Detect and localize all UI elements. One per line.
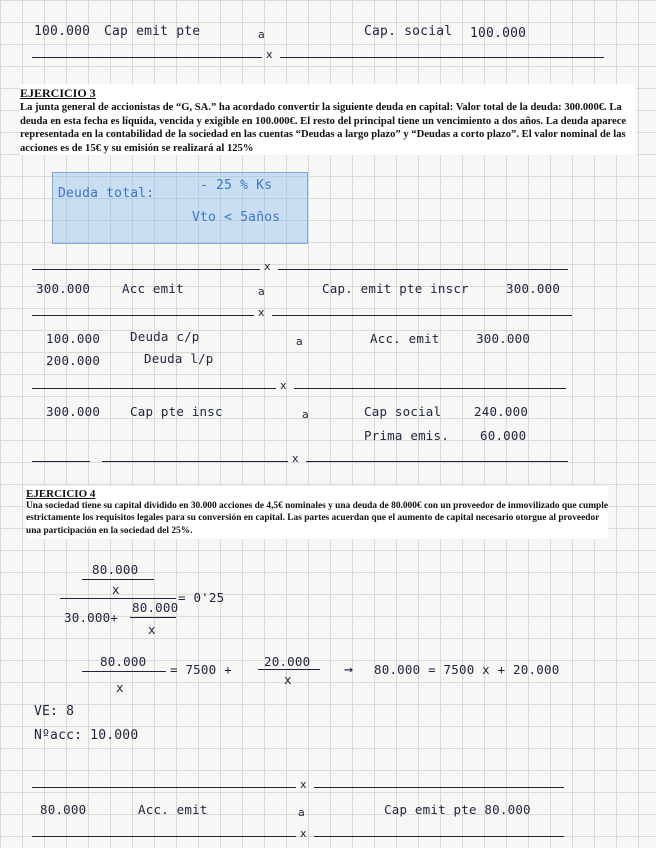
separator-line: [306, 461, 568, 462]
calc-num-x: x: [112, 582, 120, 597]
calc-den-left: 30.000+: [64, 610, 119, 625]
entry-4-credit: Cap social: [364, 404, 442, 419]
entry-4-arrow: a: [302, 408, 309, 421]
entry-5-credit-amount: 60.000: [480, 428, 527, 443]
ej4-entry-amount: 80.000: [40, 802, 87, 817]
exercise-4-body: Una sociedad tiene su capital dividido en 30.000 acciones de 4,5€ nominales y una deuda de 80.000€ con un proveedor de inmovilizado que cumple estrictamente los requisitos legales para su conversión en capital. Las partes acuerdan que el aumento de capital necesario otorgue al proveedor una participación en la sociedad del 25%.: [26, 501, 609, 536]
calc-den-x: x: [148, 622, 156, 637]
top-entry-arrow: a: [258, 28, 265, 41]
separator-line: [272, 315, 572, 316]
separator-x: x: [292, 452, 299, 465]
separator-line: [32, 269, 260, 270]
eq2-fraction-bar: [82, 671, 166, 672]
top-entry-debit: Cap emit pte: [104, 24, 201, 39]
entry-1-arrow: a: [258, 285, 265, 298]
exercise-4-title: EJERCICIO 4: [26, 488, 96, 500]
exercise-3-title: EJERCICIO 3: [20, 86, 96, 100]
separator-line: [280, 57, 604, 58]
nominal-value: VE: 8: [34, 704, 75, 719]
eq2-num: 80.000: [100, 654, 147, 669]
note-debt-total: Deuda total:: [58, 186, 155, 201]
separator-line: [32, 388, 276, 389]
calc-den-num: 80.000: [132, 600, 179, 615]
separator-line: [314, 787, 564, 788]
calc-equals: = 0'25: [178, 590, 225, 605]
separator-x: x: [300, 827, 307, 840]
exercise-4-statement: [26, 486, 608, 539]
entry-1-debit: Acc emit: [122, 281, 184, 296]
eq2-frac-den: x: [284, 672, 292, 687]
top-entry-amount: 100.000: [34, 24, 91, 39]
separator-x: x: [280, 379, 287, 392]
separator-line: [32, 57, 262, 58]
separator-line: [32, 461, 90, 462]
entry-3-debit: Deuda l/p: [144, 351, 214, 366]
eq2-arrow-icon: →: [344, 660, 354, 678]
entry-2-debit: Deuda c/p: [130, 329, 200, 344]
number-of-shares: Nºacc: 10.000: [34, 728, 139, 743]
note-percent-capital: - 25 % Ks: [200, 178, 273, 193]
separator-line: [294, 388, 566, 389]
eq2-mid: = 7500 +: [170, 662, 232, 677]
calc-den-fraction-bar: [130, 617, 176, 618]
calc-inner-fraction-bar: [82, 579, 154, 580]
entry-2-credit: Acc. emit: [370, 331, 440, 346]
separator-line: [32, 836, 296, 837]
entry-4-amount: 300.000: [46, 404, 101, 419]
exercise-3-statement: [20, 84, 636, 155]
entry-4-credit-amount: 240.000: [474, 404, 529, 419]
separator-line: [314, 836, 564, 837]
top-entry-credit: Cap. social: [364, 24, 453, 39]
separator-line: [102, 461, 288, 462]
separator-line: [32, 315, 254, 316]
eq2-den: x: [116, 680, 124, 695]
entry-1-credit: Cap. emit pte inscr: [322, 281, 469, 296]
ej4-entry-debit: Acc. emit: [138, 802, 208, 817]
entry-3-amount: 200.000: [46, 353, 101, 368]
exercise-3-body: La junta general de accionistas de “G, SA.” ha acordado convertir la siguiente deuda en capital: Valor total de la deuda: 300.000€. La deuda en esta fecha es líquida, vencida y exigible en 100.000€. El resto del principal tiene un vencimiento a dos años. La deuda aparece representada en la contabilidad de la sociedad en las cuentas “Deudas a largo plazo” y “Deudas a corto plazo”. El valor nominal de las acciones es de 15€ y su emisión se realizará al 125%: [20, 102, 627, 154]
eq2-result: 80.000 = 7500 x + 20.000: [374, 662, 560, 677]
separator-line: [32, 787, 296, 788]
eq2-small-fraction-bar: [258, 669, 320, 670]
calc-main-fraction-bar: [60, 598, 176, 599]
separator-line: [278, 269, 568, 270]
separator-x: x: [258, 306, 265, 319]
entry-2-amount: 100.000: [46, 331, 101, 346]
ej4-entry-arrow: a: [298, 806, 305, 819]
ej4-entry-credit: Cap emit pte 80.000: [384, 802, 531, 817]
entry-1-credit-amount: 300.000: [506, 281, 561, 296]
separator-x: x: [266, 48, 273, 61]
separator-x: x: [264, 260, 271, 273]
entry-2-arrow: a: [296, 335, 303, 348]
eq2-frac-num: 20.000: [264, 654, 311, 669]
entry-5-credit: Prima emis.: [364, 428, 449, 443]
top-entry-credit-amount: 100.000: [470, 26, 527, 41]
entry-1-amount: 300.000: [36, 281, 91, 296]
note-maturity: Vto < 5años: [192, 210, 281, 225]
entry-2-credit-amount: 300.000: [476, 331, 531, 346]
entry-4-debit: Cap pte insc: [130, 404, 223, 419]
calc-num-top: 80.000: [92, 562, 139, 577]
separator-x: x: [300, 778, 307, 791]
